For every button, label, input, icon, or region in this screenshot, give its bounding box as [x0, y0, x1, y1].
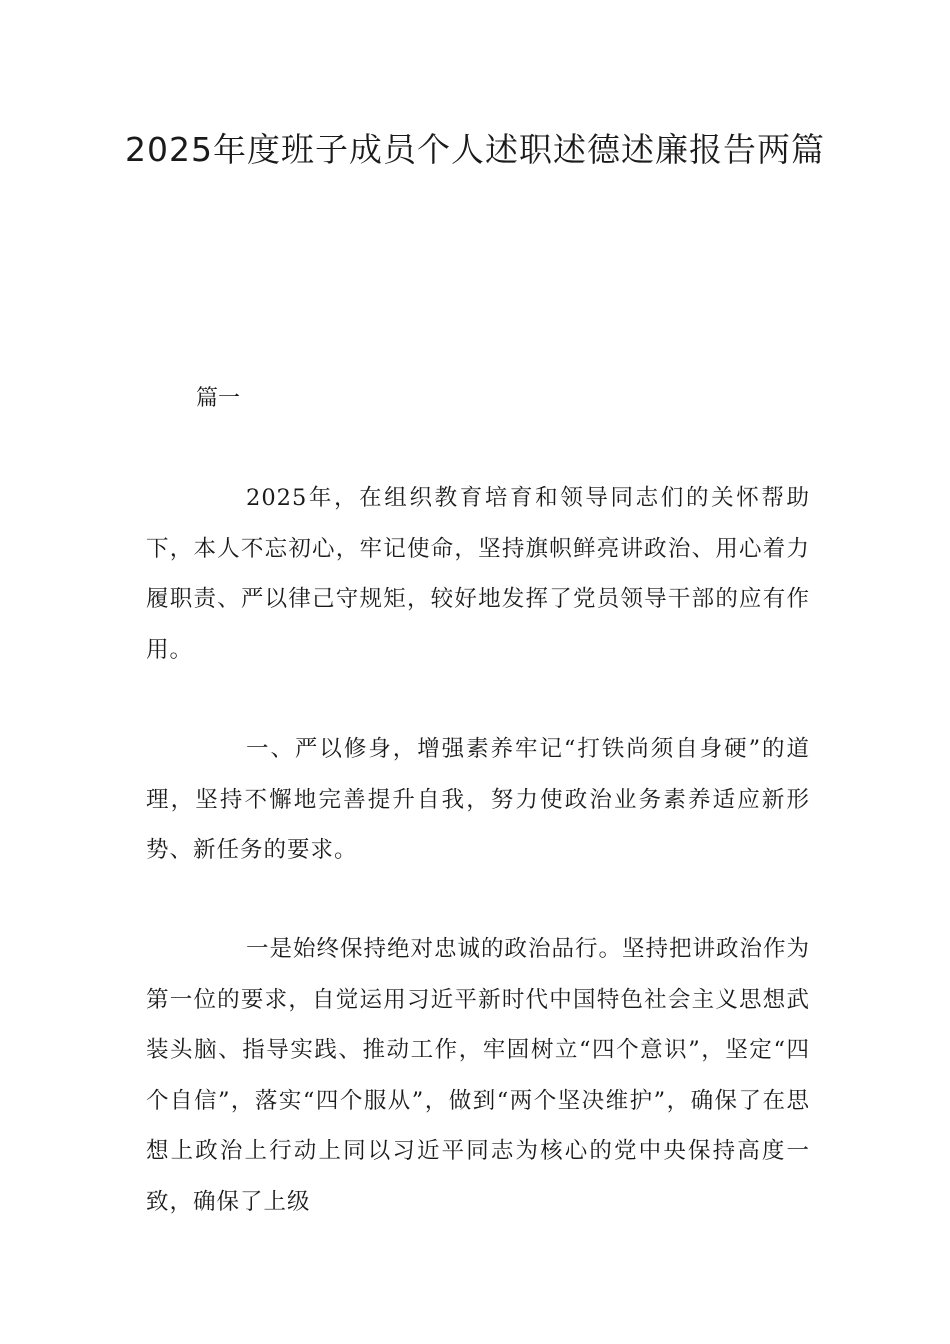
paragraph-section-one: 一、严以修身，增强素养牢记“打铁尚须自身硬”的道理，坚持不懈地完善提升自我，努力使政治业务素养适应新形势、新任务的要求。 — [146, 736, 810, 863]
paragraph-intro: 2025年，在组织教育培育和领导同志们的关怀帮助下，本人不忘初心，牢记使命，坚持旗帜鲜亮讲政治、用心着力履职责、严以律己守规矩，较好地发挥了党员领导干部的应有作用。 — [146, 485, 810, 663]
section-label: 篇一 — [196, 386, 241, 411]
document-title: 2025年度班子成员个人述职述德述廉报告两篇 — [125, 130, 825, 169]
paragraph-point-one: 一是始终保持绝对忠诚的政治品行。坚持把讲政治作为第一位的要求，自觉运用习近平新时代中国特色社会主义思想武装头脑、指导实践、推动工作，牢固树立“四个意识”，坚定“四个自信”，落实“四个服从”，做到“两个坚决维护”，确保了在思想上政治上行动上同以习近平同志为核心的党中央保持高度一致，确保了上级 — [146, 936, 811, 1215]
